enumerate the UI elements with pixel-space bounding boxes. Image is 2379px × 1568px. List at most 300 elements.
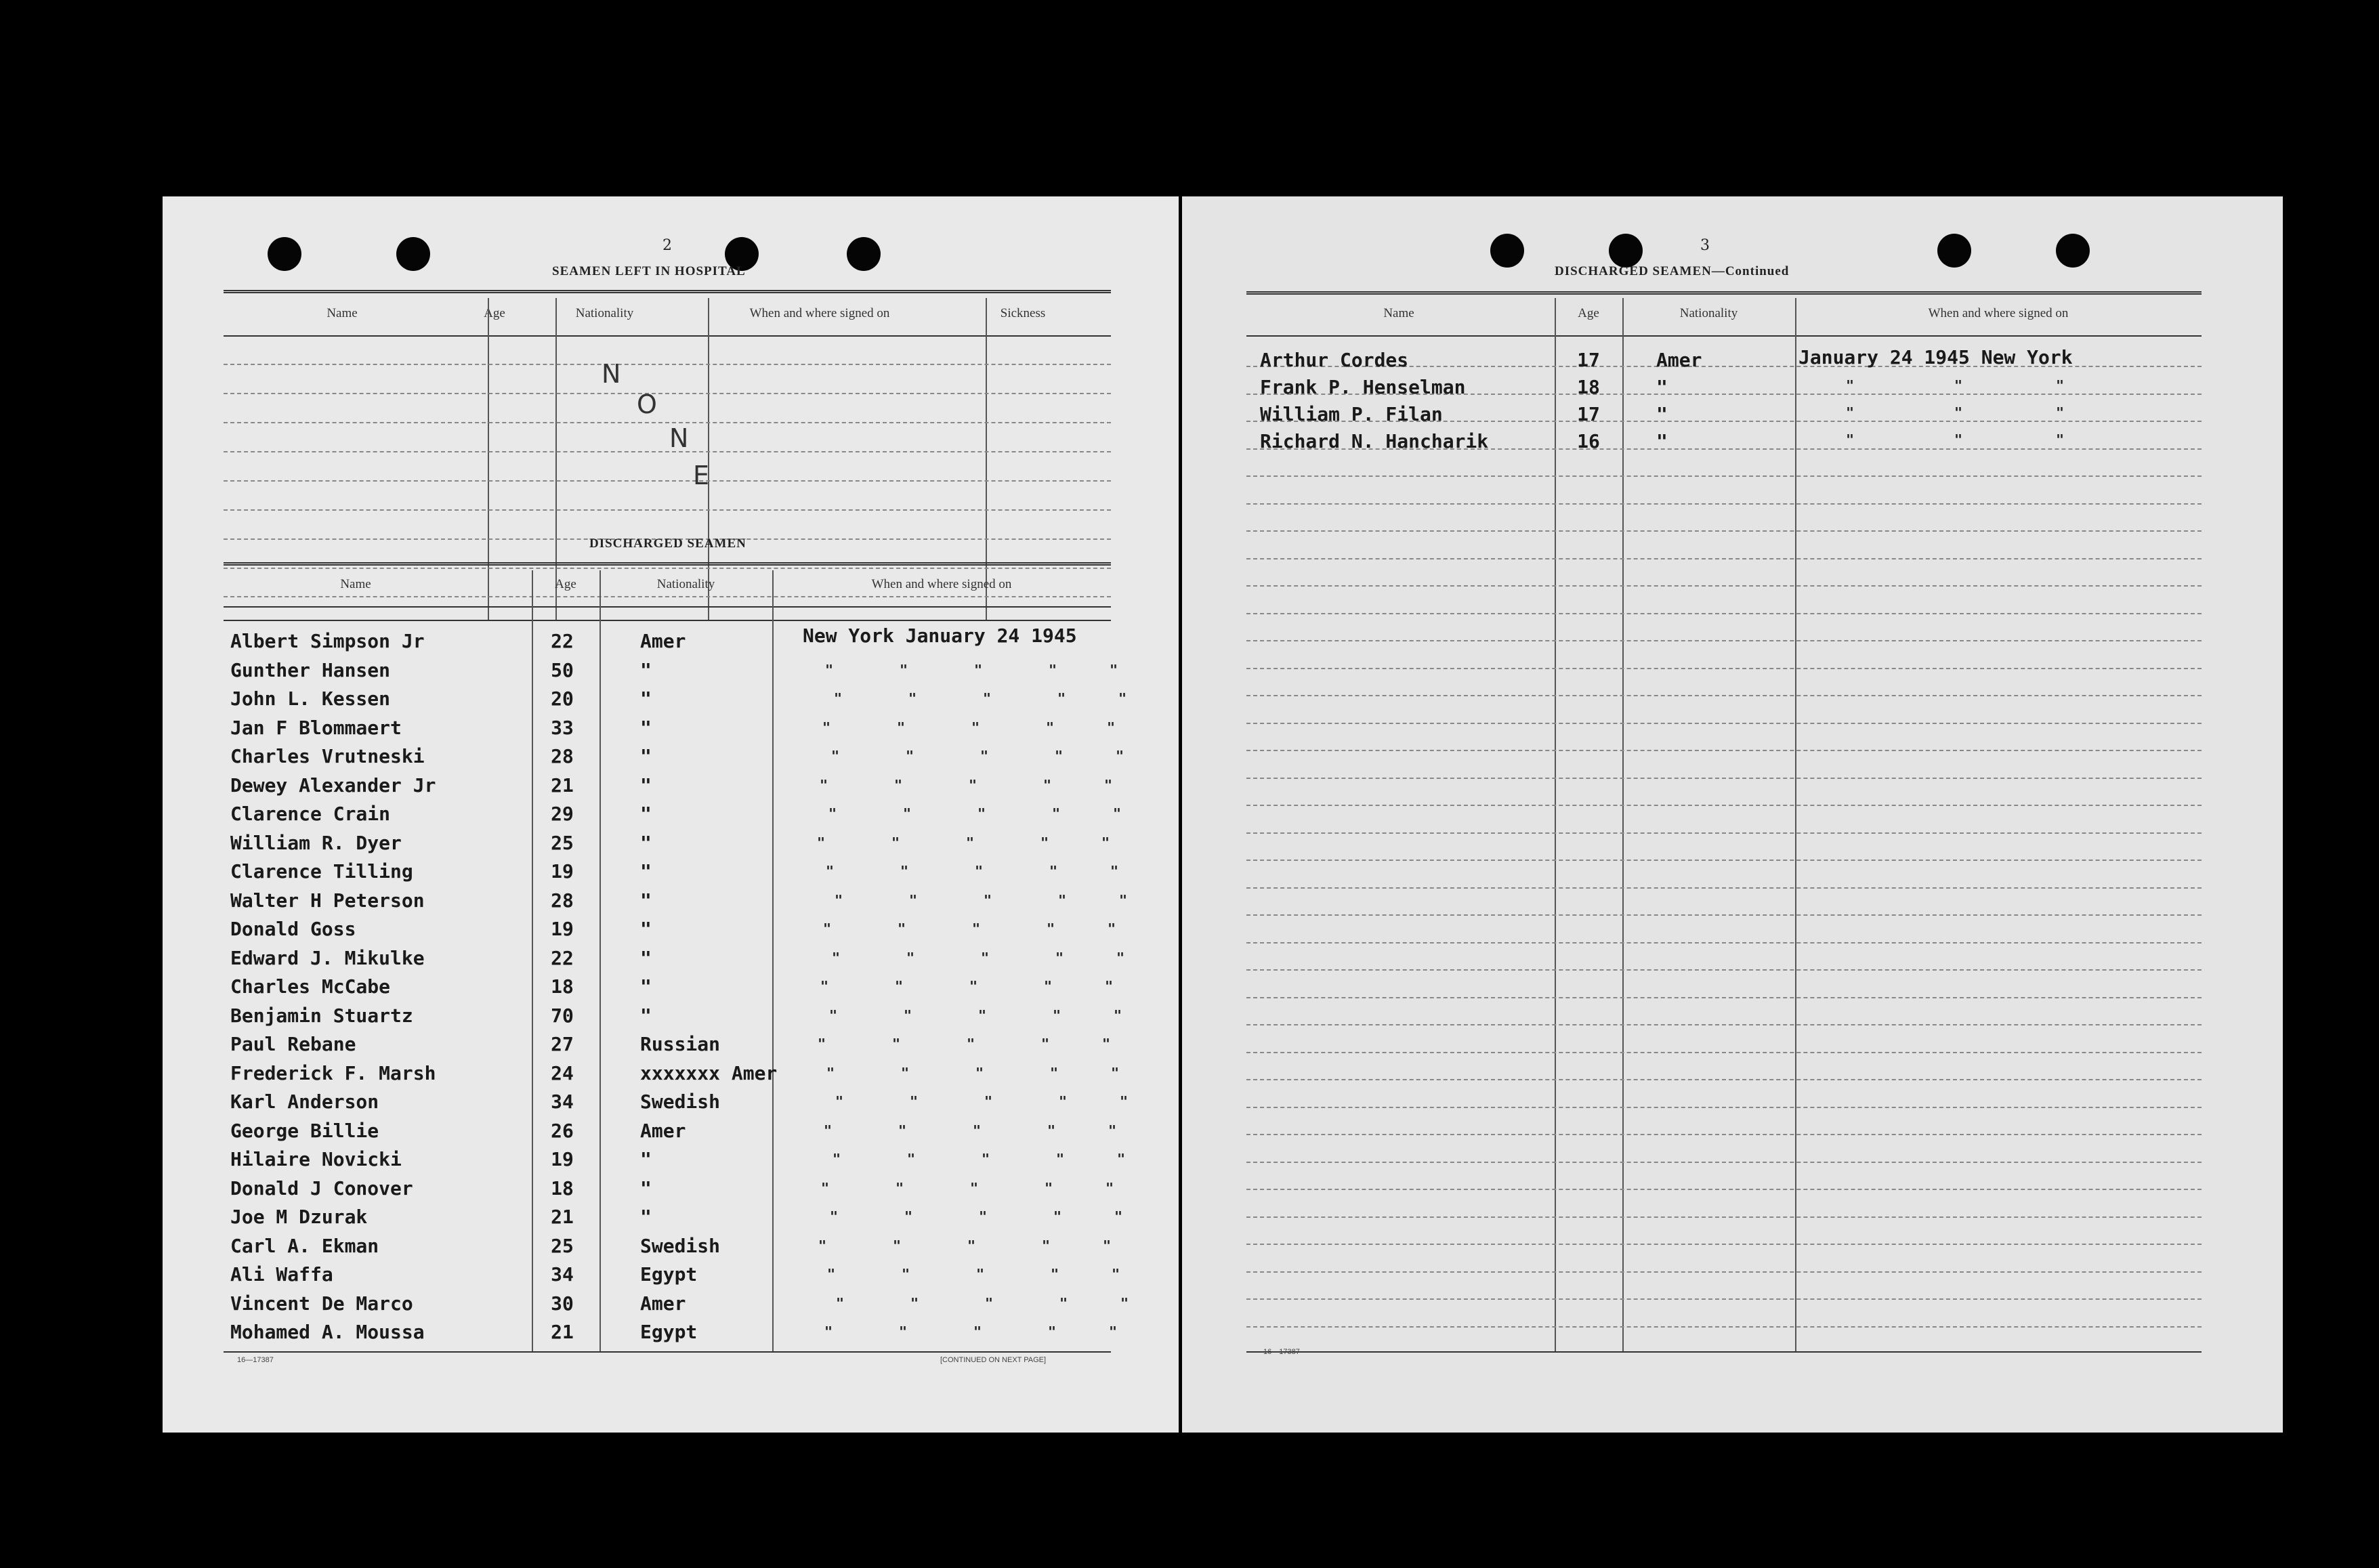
seaman-name: Dewey Alexander Jr xyxy=(230,774,436,797)
seaman-name: Clarence Crain xyxy=(230,803,391,825)
ditto-mark: " xyxy=(966,834,975,851)
row-rule xyxy=(1246,1079,2202,1080)
ditto-mark: " xyxy=(985,1295,994,1311)
seaman-nationality: " xyxy=(640,1004,652,1027)
ditto-mark: " xyxy=(827,1266,836,1282)
ditto-mark: " xyxy=(1053,1208,1062,1225)
ditto-mark: " xyxy=(897,719,906,736)
ditto-mark: " xyxy=(973,1122,982,1139)
ditto-mark: " xyxy=(898,920,906,937)
ditto-mark: " xyxy=(832,950,841,966)
row-rule xyxy=(1246,530,2202,532)
column-divider xyxy=(532,570,533,1353)
ditto-mark: " xyxy=(975,1065,984,1081)
ditto-mark: " xyxy=(2056,431,2065,448)
row-rule xyxy=(1246,695,2202,696)
seaman-nationality: Amer xyxy=(1656,349,1702,371)
row-rule xyxy=(1246,805,2202,806)
ditto-mark: " xyxy=(979,1208,988,1225)
ditto-mark: " xyxy=(1107,719,1116,736)
seaman-age: 19 xyxy=(551,1148,574,1170)
row-rule xyxy=(1246,778,2202,779)
column-divider xyxy=(772,570,774,1353)
ditto-mark: " xyxy=(1046,719,1055,736)
ditto-mark: " xyxy=(1051,1266,1059,1282)
row-rule xyxy=(224,509,1111,511)
seaman-nationality: " xyxy=(640,717,652,739)
col-header-signed-on: When and where signed on xyxy=(749,306,890,320)
ditto-mark: " xyxy=(1057,690,1066,706)
ditto-mark: " xyxy=(822,719,831,736)
table-bottom-rule xyxy=(1246,1351,2202,1353)
ditto-mark: " xyxy=(1846,404,1855,421)
seaman-age: 17 xyxy=(1577,349,1600,371)
ditto-mark: " xyxy=(1119,892,1128,908)
ditto-mark: " xyxy=(828,805,837,822)
seaman-age: 18 xyxy=(1577,376,1600,398)
seaman-name: William P. Filan xyxy=(1260,403,1443,425)
seaman-nationality: " xyxy=(640,832,652,854)
ditto-mark: " xyxy=(1055,748,1064,764)
seaman-name: Frank P. Henselman xyxy=(1260,376,1466,398)
seaman-age: 21 xyxy=(551,1321,574,1343)
ditto-mark: " xyxy=(1058,892,1067,908)
ditto-mark: " xyxy=(1954,404,1963,421)
ditto-mark: " xyxy=(1101,834,1110,851)
seaman-name: Albert Simpson Jr xyxy=(230,630,425,652)
handwritten-letter: E xyxy=(693,461,710,490)
binder-hole xyxy=(2056,234,2090,268)
ditto-mark: " xyxy=(2056,404,2065,421)
seaman-nationality: " xyxy=(640,860,652,883)
seaman-age: 18 xyxy=(551,1177,574,1200)
seaman-age: 25 xyxy=(551,1235,574,1257)
ditto-mark: " xyxy=(980,748,989,764)
ditto-mark: " xyxy=(908,690,917,706)
seaman-name: Hilaire Novicki xyxy=(230,1148,402,1170)
seaman-age: 21 xyxy=(551,1206,574,1228)
seaman-age: 50 xyxy=(551,659,574,681)
seaman-name: Jan F Blommaert xyxy=(230,717,402,739)
ditto-mark: " xyxy=(818,1237,827,1254)
binder-hole xyxy=(1490,234,1524,268)
page-number: 3 xyxy=(1700,237,1710,254)
seaman-name: Edward J. Mikulke xyxy=(230,947,425,969)
seaman-nationality: " xyxy=(640,1206,652,1228)
header-rule xyxy=(224,335,1111,337)
seaman-name: Charles Vrutneski xyxy=(230,745,425,767)
row-rule xyxy=(1246,1326,2202,1328)
left-page xyxy=(163,196,1179,1433)
handwritten-letter: N xyxy=(602,359,621,389)
table-top-rule xyxy=(224,562,1111,566)
seaman-nationality: " xyxy=(640,918,652,940)
row-rule xyxy=(1246,1298,2202,1300)
ditto-mark: " xyxy=(1120,1093,1129,1109)
ditto-mark: " xyxy=(821,1180,830,1196)
row-rule xyxy=(1246,1107,2202,1108)
binder-hole xyxy=(1609,234,1643,268)
ditto-mark: " xyxy=(1059,1295,1068,1311)
ditto-mark: " xyxy=(1108,920,1116,937)
row-rule xyxy=(1246,723,2202,724)
seaman-age: 29 xyxy=(551,803,574,825)
seaman-age: 70 xyxy=(551,1004,574,1027)
ditto-mark: " xyxy=(969,978,978,994)
binder-hole xyxy=(268,237,301,271)
ditto-mark: " xyxy=(983,690,992,706)
column-divider xyxy=(1555,298,1556,1351)
seaman-age: 18 xyxy=(551,975,574,998)
ditto-mark: " xyxy=(826,863,835,879)
ditto-mark: " xyxy=(1116,748,1124,764)
seaman-name: Paul Rebane xyxy=(230,1033,356,1055)
ditto-mark: " xyxy=(1055,950,1064,966)
seaman-nationality: " xyxy=(640,1177,652,1200)
ditto-mark: " xyxy=(1110,662,1118,678)
row-rule xyxy=(224,451,1111,452)
row-rule xyxy=(1246,1244,2202,1245)
row-rule xyxy=(1246,914,2202,916)
seaman-name: Donald J Conover xyxy=(230,1177,413,1200)
ditto-mark: " xyxy=(910,1093,919,1109)
ditto-mark: " xyxy=(900,662,908,678)
ditto-mark: " xyxy=(1954,377,1963,394)
seaman-age: 16 xyxy=(1577,430,1600,452)
column-divider xyxy=(555,298,557,620)
row-rule xyxy=(1246,1216,2202,1218)
seaman-name: Vincent De Marco xyxy=(230,1292,413,1315)
seaman-name: John L. Kessen xyxy=(230,687,391,710)
seaman-name: Donald Goss xyxy=(230,918,356,940)
ditto-mark: " xyxy=(1041,1036,1050,1052)
seaman-name: Ali Waffa xyxy=(230,1263,333,1286)
ditto-mark: " xyxy=(898,1122,907,1139)
row-rule xyxy=(1246,1052,2202,1053)
row-rule xyxy=(1246,832,2202,834)
seaman-name: Charles McCabe xyxy=(230,975,391,998)
ditto-mark: " xyxy=(820,777,828,793)
col-header-nationality: Nationality xyxy=(575,306,634,320)
header-rule xyxy=(224,606,1111,608)
ditto-mark: " xyxy=(830,1208,839,1225)
ditto-mark: " xyxy=(823,920,832,937)
seaman-age: 28 xyxy=(551,889,574,912)
col-header-signed-on: When and where signed on xyxy=(871,577,1012,591)
column-divider xyxy=(986,298,987,620)
seaman-nationality: Egypt xyxy=(640,1321,698,1343)
row-rule xyxy=(1246,640,2202,641)
ditto-mark: " xyxy=(1111,1065,1120,1081)
seaman-name: Joe M Dzurak xyxy=(230,1206,368,1228)
ditto-mark: " xyxy=(831,748,840,764)
seaman-name: Mohamed A. Moussa xyxy=(230,1321,425,1343)
seaman-nationality: Egypt xyxy=(640,1263,698,1286)
ditto-mark: " xyxy=(1048,1323,1057,1340)
ditto-mark: " xyxy=(1103,1237,1112,1254)
ditto-mark: " xyxy=(1047,920,1055,937)
row-rule xyxy=(1246,750,2202,751)
ditto-mark: " xyxy=(904,1007,912,1023)
ditto-mark: " xyxy=(1114,1007,1122,1023)
seaman-age: 33 xyxy=(551,717,574,739)
row-rule xyxy=(1246,1189,2202,1190)
seaman-age: 26 xyxy=(551,1120,574,1142)
seaman-name: Clarence Tilling xyxy=(230,860,413,883)
col-header-name: Name xyxy=(327,306,358,320)
col-header-age: Age xyxy=(555,577,576,591)
column-divider xyxy=(1795,298,1796,1351)
ditto-mark: " xyxy=(1056,1151,1065,1167)
ditto-mark: " xyxy=(834,690,843,706)
ditto-mark: " xyxy=(1043,777,1052,793)
row-rule xyxy=(1246,887,2202,889)
column-divider xyxy=(708,298,709,620)
row-rule xyxy=(1246,1134,2202,1135)
ditto-mark: " xyxy=(894,777,903,793)
right-page xyxy=(1182,196,2283,1433)
ditto-mark: " xyxy=(903,805,912,822)
continued-section-title: DISCHARGED SEAMEN—Continued xyxy=(1555,264,1790,278)
handwritten-letter: O xyxy=(637,389,657,419)
ditto-mark: " xyxy=(906,748,914,764)
ditto-mark: " xyxy=(1112,1266,1120,1282)
ditto-mark: " xyxy=(817,834,826,851)
table-top-rule xyxy=(224,290,1111,293)
seaman-nationality: " xyxy=(640,687,652,710)
seaman-age: 21 xyxy=(551,774,574,797)
seaman-nationality: " xyxy=(640,803,652,825)
row-rule xyxy=(1246,585,2202,587)
ditto-mark: " xyxy=(904,1208,913,1225)
seaman-name: Benjamin Stuartz xyxy=(230,1004,413,1027)
ditto-mark: " xyxy=(1052,805,1061,822)
header-rule xyxy=(1246,335,2202,337)
ditto-mark: " xyxy=(967,1237,976,1254)
signed-on-text: New York January 24 1945 xyxy=(803,624,1077,647)
seaman-age: 34 xyxy=(551,1263,574,1286)
ditto-mark: " xyxy=(973,1323,982,1340)
ditto-mark: " xyxy=(899,1323,908,1340)
ditto-mark: " xyxy=(891,834,900,851)
ditto-mark: " xyxy=(1110,863,1119,879)
binder-hole xyxy=(396,237,430,271)
ditto-mark: " xyxy=(825,662,834,678)
ditto-mark: " xyxy=(906,950,915,966)
row-rule xyxy=(1246,860,2202,861)
ditto-mark: " xyxy=(976,1266,985,1282)
ditto-mark: " xyxy=(1846,377,1855,394)
seaman-age: 17 xyxy=(1577,403,1600,425)
ditto-mark: " xyxy=(895,978,904,994)
ditto-mark: " xyxy=(829,1007,838,1023)
ditto-mark: " xyxy=(836,1295,845,1311)
seaman-name: William R. Dyer xyxy=(230,832,402,854)
ditto-mark: " xyxy=(1113,805,1122,822)
ditto-mark: " xyxy=(984,892,992,908)
ditto-mark: " xyxy=(1040,834,1049,851)
ditto-mark: " xyxy=(981,950,990,966)
ditto-mark: " xyxy=(910,1295,919,1311)
seaman-nationality: " xyxy=(640,947,652,969)
seaman-age: 27 xyxy=(551,1033,574,1055)
seaman-nationality: " xyxy=(1656,403,1668,425)
seaman-nationality: " xyxy=(640,745,652,767)
seaman-age: 19 xyxy=(551,918,574,940)
ditto-mark: " xyxy=(901,1065,910,1081)
ditto-mark: " xyxy=(982,1151,990,1167)
seaman-age: 25 xyxy=(551,832,574,854)
col-header-nationality: Nationality xyxy=(656,577,715,591)
ditto-mark: " xyxy=(826,1065,835,1081)
ditto-mark: " xyxy=(977,805,986,822)
ditto-mark: " xyxy=(1050,1065,1059,1081)
col-header-name: Name xyxy=(1383,306,1414,320)
column-divider xyxy=(599,570,601,1353)
continued-note: [CONTINUED ON NEXT PAGE] xyxy=(940,1356,1047,1364)
seaman-age: 19 xyxy=(551,860,574,883)
seaman-nationality: Amer xyxy=(640,1120,686,1142)
ditto-mark: " xyxy=(1049,863,1058,879)
ditto-mark: " xyxy=(893,1237,902,1254)
ditto-mark: " xyxy=(1118,690,1127,706)
ditto-mark: " xyxy=(1049,662,1057,678)
ditto-mark: " xyxy=(1846,431,1855,448)
row-rule xyxy=(1246,1271,2202,1273)
seaman-name: Richard N. Hancharik xyxy=(1260,430,1489,452)
row-rule xyxy=(224,568,1111,569)
row-rule xyxy=(224,364,1111,365)
seaman-age: 34 xyxy=(551,1090,574,1113)
seaman-age: 30 xyxy=(551,1292,574,1315)
hospital-section-title: SEAMEN LEFT IN HOSPITAL xyxy=(552,264,746,278)
row-rule xyxy=(1246,668,2202,669)
ditto-mark: " xyxy=(1106,1180,1114,1196)
seaman-name: George Billie xyxy=(230,1120,379,1142)
form-number: 16—17387 xyxy=(1263,1348,1300,1356)
ditto-mark: " xyxy=(967,1036,975,1052)
row-rule xyxy=(1246,475,2202,477)
ditto-mark: " xyxy=(835,1093,844,1109)
table-bottom-rule xyxy=(224,620,1111,621)
discharged-section-title: DISCHARGED SEAMEN xyxy=(589,536,746,551)
ditto-mark: " xyxy=(1108,1122,1117,1139)
ditto-mark: " xyxy=(835,892,843,908)
seaman-nationality: Swedish xyxy=(640,1235,721,1257)
row-rule xyxy=(224,393,1111,394)
col-header-name: Name xyxy=(340,577,371,591)
ditto-mark: " xyxy=(1045,1180,1053,1196)
row-rule xyxy=(1246,558,2202,559)
signed-on-text: January 24 1945 New York xyxy=(1798,346,2073,368)
row-rule xyxy=(224,596,1111,597)
seaman-nationality: " xyxy=(1656,430,1668,452)
ditto-mark: " xyxy=(833,1151,841,1167)
ditto-mark: " xyxy=(909,892,918,908)
ditto-mark: " xyxy=(1114,1208,1123,1225)
seaman-nationality: Amer xyxy=(640,630,686,652)
ditto-mark: " xyxy=(1116,950,1125,966)
row-rule xyxy=(1246,613,2202,614)
seaman-age: 22 xyxy=(551,630,574,652)
ditto-mark: " xyxy=(970,1180,979,1196)
ditto-mark: " xyxy=(1044,978,1053,994)
col-header-age: Age xyxy=(484,306,505,320)
seaman-name: Gunther Hansen xyxy=(230,659,391,681)
ditto-mark: " xyxy=(820,978,829,994)
row-rule xyxy=(1246,503,2202,505)
ditto-mark: " xyxy=(1120,1295,1129,1311)
row-rule xyxy=(1246,1162,2202,1163)
ditto-mark: " xyxy=(1954,431,1963,448)
ditto-mark: " xyxy=(824,1323,833,1340)
ditto-mark: " xyxy=(969,777,977,793)
table-bottom-rule xyxy=(224,1351,1111,1353)
seaman-name: Karl Anderson xyxy=(230,1090,379,1113)
ditto-mark: " xyxy=(824,1122,833,1139)
handwritten-letter: N xyxy=(669,423,689,453)
ditto-mark: " xyxy=(974,662,983,678)
ditto-mark: " xyxy=(1109,1323,1118,1340)
seaman-nationality: xxxxxxx Amer xyxy=(640,1062,778,1084)
page-number: 2 xyxy=(662,237,672,254)
row-rule xyxy=(1246,997,2202,998)
ditto-mark: " xyxy=(1047,1122,1056,1139)
ditto-mark: " xyxy=(902,1266,910,1282)
seaman-nationality: " xyxy=(640,659,652,681)
ditto-mark: " xyxy=(818,1036,826,1052)
seaman-nationality: " xyxy=(1656,376,1668,398)
seaman-nationality: Russian xyxy=(640,1033,721,1055)
col-header-sickness: Sickness xyxy=(1000,306,1046,320)
ditto-mark: " xyxy=(975,863,984,879)
ditto-mark: " xyxy=(972,920,981,937)
row-rule xyxy=(224,422,1111,423)
binder-hole xyxy=(847,237,881,271)
column-divider xyxy=(1622,298,1624,1351)
seaman-name: Carl A. Ekman xyxy=(230,1235,379,1257)
seaman-name: Arthur Cordes xyxy=(1260,349,1409,371)
seaman-name: Frederick F. Marsh xyxy=(230,1062,436,1084)
row-rule xyxy=(1246,1024,2202,1025)
ditto-mark: " xyxy=(1102,1036,1111,1052)
ditto-mark: " xyxy=(1042,1237,1051,1254)
ditto-mark: " xyxy=(900,863,909,879)
ditto-mark: " xyxy=(971,719,980,736)
row-rule xyxy=(1246,942,2202,944)
seaman-nationality: " xyxy=(640,889,652,912)
seaman-nationality: Amer xyxy=(640,1292,686,1315)
seaman-nationality: " xyxy=(640,1148,652,1170)
ditto-mark: " xyxy=(978,1007,987,1023)
ditto-mark: " xyxy=(1104,777,1113,793)
ditto-mark: " xyxy=(2056,377,2065,394)
binder-hole xyxy=(1937,234,1971,268)
seaman-name: Walter H Peterson xyxy=(230,889,425,912)
table-top-rule xyxy=(1246,291,2202,295)
ditto-mark: " xyxy=(1059,1093,1068,1109)
seaman-age: 22 xyxy=(551,947,574,969)
col-header-nationality: Nationality xyxy=(1679,306,1738,320)
seaman-age: 20 xyxy=(551,687,574,710)
seaman-nationality: " xyxy=(640,975,652,998)
seaman-age: 24 xyxy=(551,1062,574,1084)
column-divider xyxy=(488,298,489,620)
ditto-mark: " xyxy=(1105,978,1114,994)
col-header-signed-on: When and where signed on xyxy=(1928,306,2069,320)
ditto-mark: " xyxy=(907,1151,916,1167)
row-rule xyxy=(1246,969,2202,971)
